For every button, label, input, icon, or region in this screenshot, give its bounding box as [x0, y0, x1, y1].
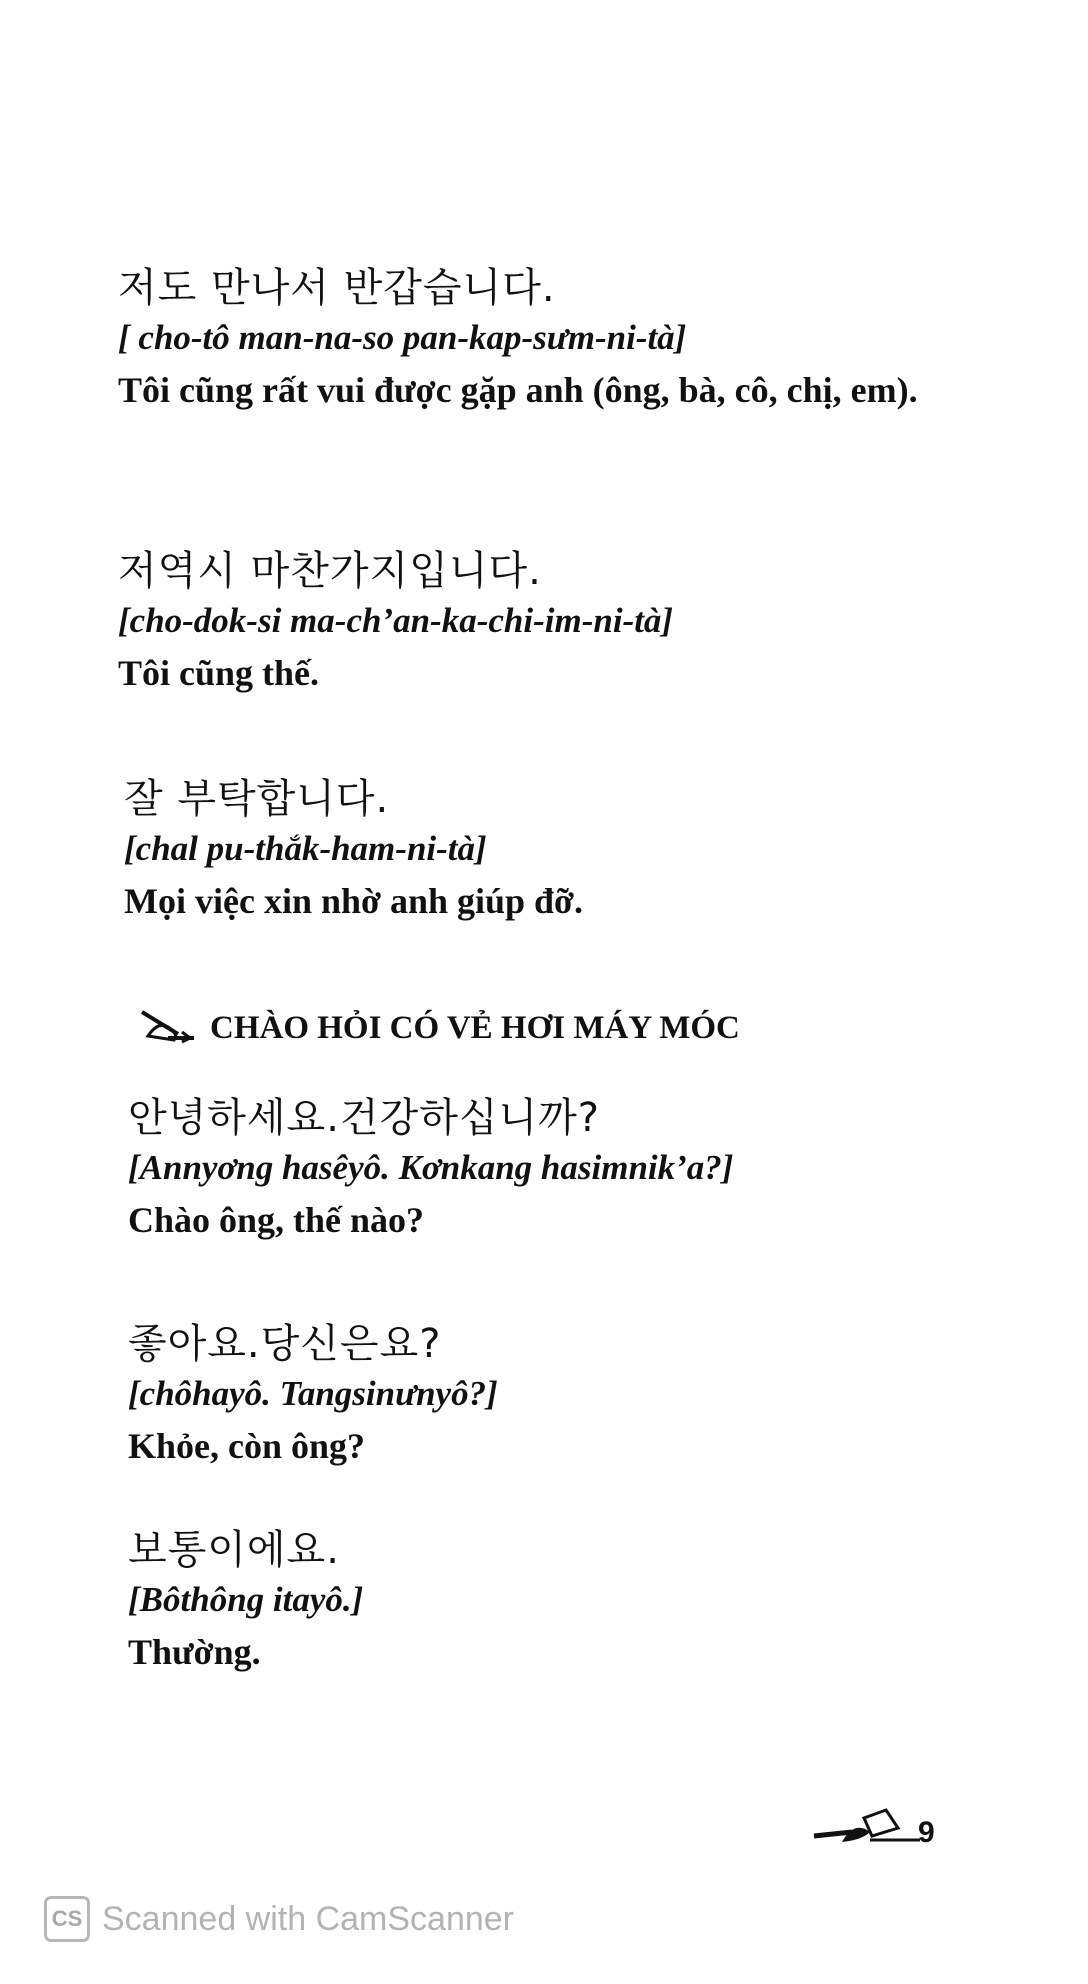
- section-title: CHÀO HỎI CÓ VẺ HƠI MÁY MÓC: [210, 1010, 740, 1046]
- vietnamese-translation: Tôi cũng rất vui được gặp anh (ông, bà, cô, chị, em).: [118, 370, 918, 410]
- romanization: [ cho-tô man-na-so pan-kap-sưm-ni-tà]: [118, 318, 687, 357]
- camscanner-logo: CS: [44, 1896, 90, 1942]
- romanization: [Bôthông itayô.]: [128, 1580, 364, 1619]
- phrase-entry: [128, 1524, 1028, 1680]
- vietnamese-translation: Mọi việc xin nhờ anh giúp đỡ.: [124, 881, 583, 921]
- korean-phrase: 안녕하세요.건강하십니까?: [128, 1095, 600, 1141]
- section-heading: [138, 1006, 740, 1050]
- scanner-watermark: [44, 1896, 514, 1942]
- korean-phrase: 저도 만나서 반갑습니다.: [118, 265, 556, 311]
- watermark-text: Scanned with CamScanner: [102, 1899, 515, 1938]
- vietnamese-translation: Tôi cũng thế.: [118, 653, 320, 693]
- vietnamese-translation: Thường.: [128, 1632, 261, 1672]
- phrase-entry: [128, 1092, 1028, 1248]
- vietnamese-translation: Chào ông, thế nào?: [128, 1200, 425, 1240]
- vietnamese-translation: Khỏe, còn ông?: [128, 1426, 366, 1466]
- page-number: 9: [918, 1816, 935, 1849]
- romanization: [chal pu-thắk-ham-ni-tà]: [124, 829, 487, 868]
- phrase-entry: [128, 1318, 1028, 1474]
- phrase-entry: [118, 262, 1018, 418]
- korean-phrase: 보통이에요.: [128, 1527, 340, 1573]
- phrase-entry: [118, 545, 1018, 701]
- romanization: [chôhayô. Tangsinưnyô?]: [128, 1374, 498, 1413]
- korean-phrase: 좋아요.당신은요?: [128, 1321, 442, 1367]
- romanization: [cho-dok-si ma-ch’an-ka-chi-im-ni-tà]: [118, 601, 674, 640]
- romanization: [Annyơng hasêyô. Kơnkang hasimnik’a?]: [128, 1148, 734, 1187]
- korean-phrase: 저역시 마찬가지입니다.: [118, 548, 542, 594]
- page-number-area: [812, 1802, 935, 1851]
- phrase-entry: [124, 773, 1024, 929]
- pen-writing-icon: [138, 1008, 196, 1049]
- bird-ornament-icon: [812, 1802, 922, 1851]
- korean-phrase: 잘 부탁합니다.: [124, 776, 390, 822]
